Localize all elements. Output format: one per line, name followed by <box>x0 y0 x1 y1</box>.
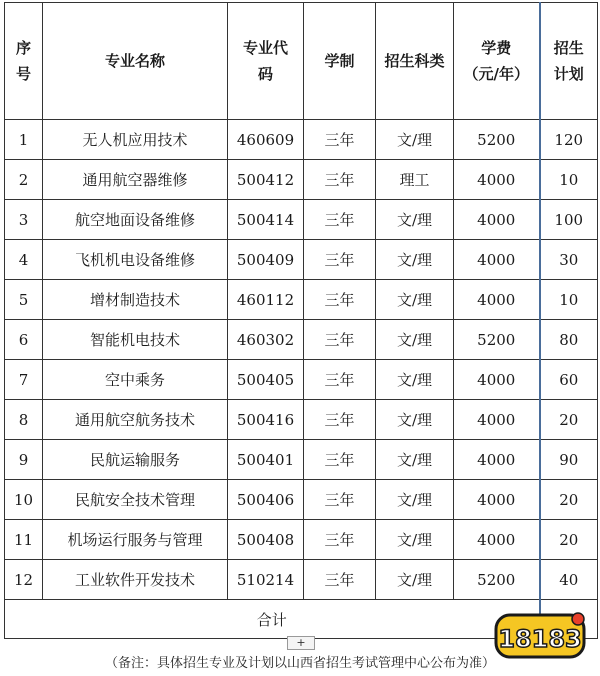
header-major-code: 专业代 码 <box>228 3 304 120</box>
cell-tuition: 5200 <box>454 320 540 360</box>
table-row <box>5 160 598 200</box>
header-row <box>5 3 598 120</box>
total-label: 合计 <box>5 600 540 639</box>
svg-text:18183: 18183 <box>498 625 582 653</box>
cell-plan: 80 <box>540 320 598 360</box>
footnote: （备注：具体招生专业及计划以山西省招生考试管理中心公布为准） <box>104 656 495 671</box>
cell-major-code: 500408 <box>228 520 304 560</box>
header-plan: 招生 计划 <box>540 3 598 120</box>
cell-duration: 三年 <box>304 200 376 240</box>
cell-plan: 30 <box>540 240 598 280</box>
cell-category: 文/理 <box>376 560 454 600</box>
cell-tuition: 4000 <box>454 160 540 200</box>
site-logo-watermark <box>492 607 588 665</box>
cell-major-code: 500405 <box>228 360 304 400</box>
cell-major-code: 460112 <box>228 280 304 320</box>
cell-tuition: 4000 <box>454 400 540 440</box>
cell-duration: 三年 <box>304 280 376 320</box>
table-row <box>5 560 598 600</box>
cell-category: 理工 <box>376 160 454 200</box>
cell-category: 文/理 <box>376 120 454 160</box>
cell-plan: 40 <box>540 560 598 600</box>
cell-plan: 20 <box>540 520 598 560</box>
table-row <box>5 320 598 360</box>
cell-tuition: 5200 <box>454 120 540 160</box>
cell-duration: 三年 <box>304 320 376 360</box>
cell-tuition: 4000 <box>454 480 540 520</box>
cell-major-name: 增材制造技术 <box>43 280 228 320</box>
cell-major-name: 空中乘务 <box>43 360 228 400</box>
cell-tuition: 4000 <box>454 440 540 480</box>
cell-seq: 3 <box>5 200 43 240</box>
cell-major-code: 500414 <box>228 200 304 240</box>
admissions-table <box>4 2 598 639</box>
cell-major-code: 500412 <box>228 160 304 200</box>
cell-plan: 20 <box>540 400 598 440</box>
cell-plan: 10 <box>540 160 598 200</box>
cell-category: 文/理 <box>376 360 454 400</box>
table-row <box>5 440 598 480</box>
cell-major-code: 500416 <box>228 400 304 440</box>
cell-seq: 8 <box>5 400 43 440</box>
table-row <box>5 240 598 280</box>
cell-duration: 三年 <box>304 400 376 440</box>
cell-duration: 三年 <box>304 360 376 400</box>
cell-seq: 5 <box>5 280 43 320</box>
table-body <box>5 120 598 600</box>
table-row <box>5 480 598 520</box>
table-row <box>5 200 598 240</box>
table-row <box>5 120 598 160</box>
cell-plan: 20 <box>540 480 598 520</box>
cell-duration: 三年 <box>304 120 376 160</box>
expand-table-handle[interactable]: + <box>287 636 315 650</box>
cell-seq: 11 <box>5 520 43 560</box>
cell-seq: 10 <box>5 480 43 520</box>
cell-major-name: 无人机应用技术 <box>43 120 228 160</box>
cell-tuition: 4000 <box>454 200 540 240</box>
cell-category: 文/理 <box>376 200 454 240</box>
cell-major-name: 飞机机电设备维修 <box>43 240 228 280</box>
cell-major-code: 500406 <box>228 480 304 520</box>
table-row <box>5 280 598 320</box>
cell-major-code: 460302 <box>228 320 304 360</box>
cell-plan: 90 <box>540 440 598 480</box>
cell-major-name: 民航安全技术管理 <box>43 480 228 520</box>
cell-duration: 三年 <box>304 160 376 200</box>
header-tuition: 学费 （元/年） <box>454 3 540 120</box>
cell-category: 文/理 <box>376 240 454 280</box>
cell-major-code: 500401 <box>228 440 304 480</box>
cell-plan: 120 <box>540 120 598 160</box>
header-seq: 序 号 <box>5 3 43 120</box>
cell-major-name: 航空地面设备维修 <box>43 200 228 240</box>
cell-major-code: 510214 <box>228 560 304 600</box>
cell-tuition: 4000 <box>454 520 540 560</box>
cell-duration: 三年 <box>304 520 376 560</box>
cell-plan: 60 <box>540 360 598 400</box>
cell-duration: 三年 <box>304 480 376 520</box>
cell-major-name: 机场运行服务与管理 <box>43 520 228 560</box>
cell-category: 文/理 <box>376 320 454 360</box>
cell-seq: 9 <box>5 440 43 480</box>
cell-seq: 6 <box>5 320 43 360</box>
cell-duration: 三年 <box>304 440 376 480</box>
cell-tuition: 4000 <box>454 240 540 280</box>
cell-major-code: 460609 <box>228 120 304 160</box>
header-major-name: 专业名称 <box>43 3 228 120</box>
table-row <box>5 520 598 560</box>
cell-seq: 2 <box>5 160 43 200</box>
cell-seq: 4 <box>5 240 43 280</box>
cell-seq: 7 <box>5 360 43 400</box>
cell-duration: 三年 <box>304 560 376 600</box>
cell-category: 文/理 <box>376 480 454 520</box>
cell-plan: 10 <box>540 280 598 320</box>
cell-major-code: 500409 <box>228 240 304 280</box>
table-row <box>5 400 598 440</box>
table-row <box>5 360 598 400</box>
cell-major-name: 通用航空航务技术 <box>43 400 228 440</box>
header-duration: 学制 <box>304 3 376 120</box>
cell-tuition: 5200 <box>454 560 540 600</box>
cell-seq: 12 <box>5 560 43 600</box>
cell-major-name: 工业软件开发技术 <box>43 560 228 600</box>
cell-category: 文/理 <box>376 280 454 320</box>
cell-tuition: 4000 <box>454 280 540 320</box>
cell-tuition: 4000 <box>454 360 540 400</box>
cell-plan: 100 <box>540 200 598 240</box>
cell-category: 文/理 <box>376 520 454 560</box>
cell-major-name: 智能机电技术 <box>43 320 228 360</box>
cell-duration: 三年 <box>304 240 376 280</box>
header-category: 招生科类 <box>376 3 454 120</box>
cell-category: 文/理 <box>376 400 454 440</box>
cell-seq: 1 <box>5 120 43 160</box>
cell-category: 文/理 <box>376 440 454 480</box>
cell-major-name: 通用航空器维修 <box>43 160 228 200</box>
cell-major-name: 民航运输服务 <box>43 440 228 480</box>
